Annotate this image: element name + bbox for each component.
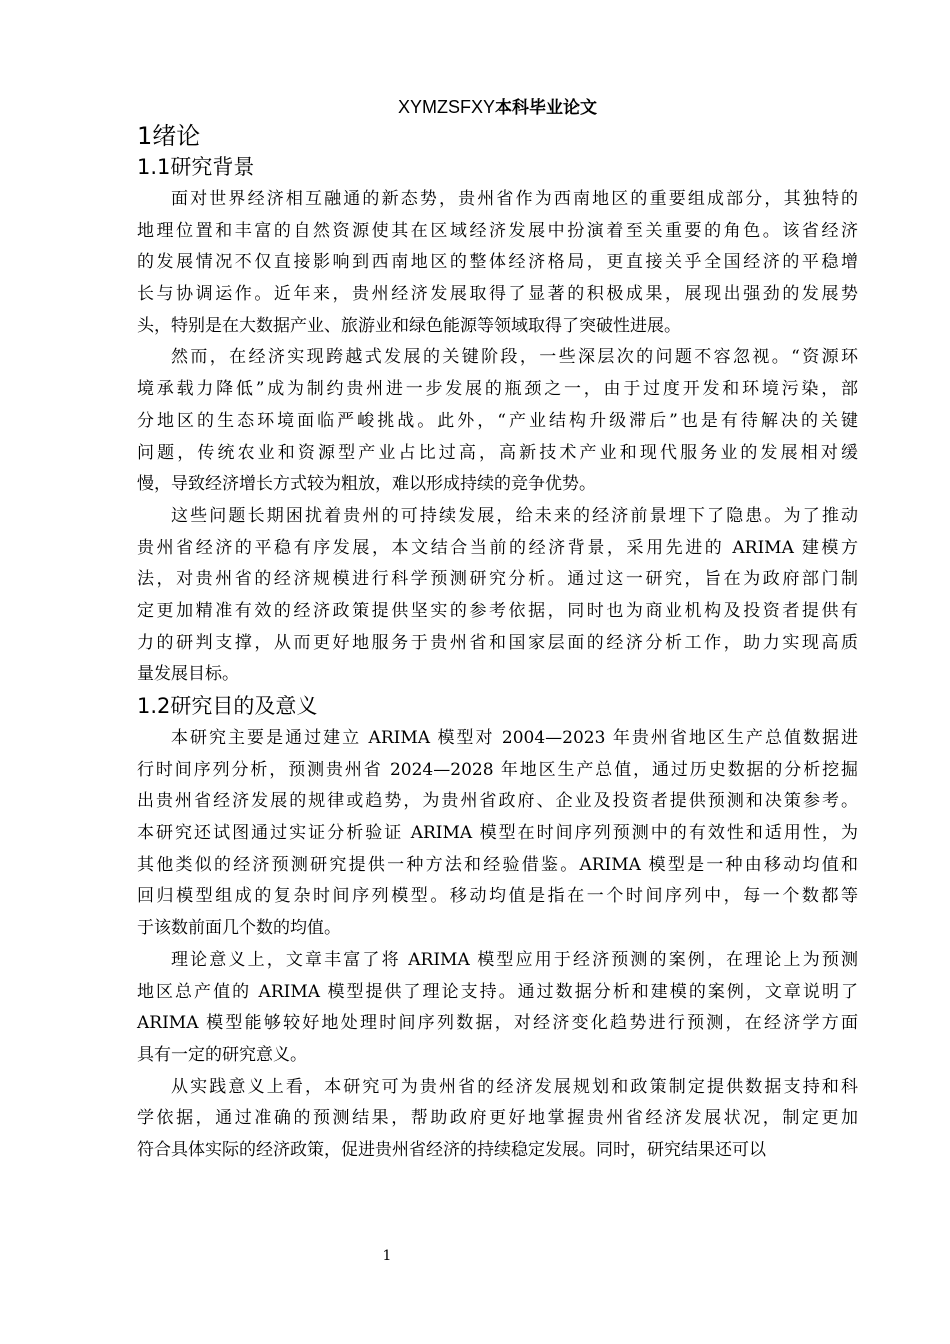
header-code: XYMZSFXY	[397, 97, 495, 117]
paragraph-line: 理论意义上，文章丰富了将 ARIMA 模型应用于经济预测的案例，在理论上为预测	[171, 949, 858, 970]
page-number: 1	[382, 1248, 392, 1264]
header-label: 本科毕业论文	[495, 98, 597, 118]
paragraph-line: 慢，导致经济增长方式较为粗放，难以形成持续的竞争优势。	[137, 474, 596, 495]
paragraph-line: ARIMA 模型能够较好地处理时间序列数据，对经济变化趋势进行预测，在经济学方面	[137, 1013, 858, 1034]
paragraph-line: 量发展目标。	[137, 664, 239, 685]
paragraph-line: 其他类似的经济预测研究提供一种方法和经验借鉴。ARIMA 模型是一种由移动均值和	[137, 854, 858, 875]
paragraph-line: 法，对贵州省的经济规模进行科学预测研究分析。通过这一研究，旨在为政府部门制	[137, 569, 858, 590]
body-paragraph	[137, 342, 858, 500]
paragraph-line: 地理位置和丰富的自然资源使其在区域经济发展中扮演着至关重要的角色。该省经济	[137, 220, 858, 241]
section-heading: 1.1研究背景	[137, 155, 255, 179]
paragraph-line: 定更加精准有效的经济政策提供坚实的参考依据，同时也为商业机构及投资者提供有	[137, 600, 858, 621]
paragraph-line: 贵州省经济的平稳有序发展，本文结合当前的经济背景，采用先进的 ARIMA 建模方	[137, 537, 858, 558]
running-header	[137, 94, 858, 121]
paragraph-line: 行时间序列分析，预测贵州省 2024—2028 年地区生产总值，通过历史数据的分析挖掘	[137, 759, 858, 780]
section-heading: 1.2研究目的及意义	[137, 694, 318, 718]
chapter-heading: 1绪论	[137, 122, 201, 150]
body-paragraph	[137, 723, 858, 945]
paragraph-line: 问题，传统农业和资源型产业占比过高，高新技术产业和现代服务业的发展相对缓	[137, 442, 858, 463]
paragraph-line: 本研究还试图通过实证分析验证 ARIMA 模型在时间序列预测中的有效性和适用性，为	[137, 823, 858, 844]
paragraph-line: 出贵州省经济发展的规律或趋势，为贵州省政府、企业及投资者提供预测和决策参考。	[137, 791, 858, 812]
paragraph-line: 这些问题长期困扰着贵州的可持续发展，给未来的经济前景埋下了隐患。为了推动	[171, 505, 858, 526]
paragraph-line: 头，特别是在大数据产业、旅游业和绿色能源等领域取得了突破性进展。	[137, 315, 681, 336]
paragraph-line: 具有一定的研究意义。	[137, 1044, 307, 1065]
paragraph-line: 回归模型组成的复杂时间序列模型。移动均值是指在一个时间序列中，每一个数都等	[137, 886, 858, 907]
paragraph-line: 的发展情况不仅直接影响到西南地区的整体经济格局，更直接关乎全国经济的平稳增	[137, 252, 858, 273]
document-body	[137, 120, 858, 1167]
paragraph-line: 于该数前面几个数的均值。	[137, 918, 341, 939]
paragraph-line: 力的研判支撑，从而更好地服务于贵州省和国家层面的经济分析工作，助力实现高质	[137, 632, 858, 653]
paragraph-line: 学依据，通过准确的预测结果，帮助政府更好地掌握贵州省经济发展状况，制定更加	[137, 1108, 858, 1129]
paragraph-line: 长与协调运作。近年来，贵州经济发展取得了显著的积极成果，展现出强劲的发展势	[137, 284, 858, 305]
paragraph-line: 地区总产值的 ARIMA 模型提供了理论支持。通过数据分析和建模的案例，文章说明了	[137, 981, 858, 1002]
paragraph-line: 境承载力降低”成为制约贵州进一步发展的瓶颈之一，由于过度开发和环境污染，部	[137, 379, 858, 400]
paragraph-line: 分地区的生态环境面临严峻挑战。此外，“产业结构升级滞后”也是有待解决的关键	[137, 410, 858, 431]
paragraph-line: 从实践意义上看，本研究可为贵州省的经济发展规划和政策制定提供数据支持和科	[171, 1076, 858, 1097]
paragraph-line: 符合具体实际的经济政策，促进贵州省经济的持续稳定发展。同时，研究结果还可以	[137, 1139, 766, 1160]
body-paragraph	[137, 184, 858, 342]
paragraph-line: 面对世界经济相互融通的新态势，贵州省作为西南地区的重要组成部分，其独特的	[171, 189, 858, 209]
body-paragraph	[137, 501, 858, 691]
paragraph-line: 然而，在经济实现跨越式发展的关键阶段，一些深层次的问题不容忽视。“资源环	[171, 347, 858, 368]
body-paragraph	[137, 945, 858, 1072]
paragraph-line: 本研究主要是通过建立 ARIMA 模型对 2004—2023 年贵州省地区生产总值数据进	[171, 728, 858, 748]
body-paragraph	[137, 1072, 858, 1167]
